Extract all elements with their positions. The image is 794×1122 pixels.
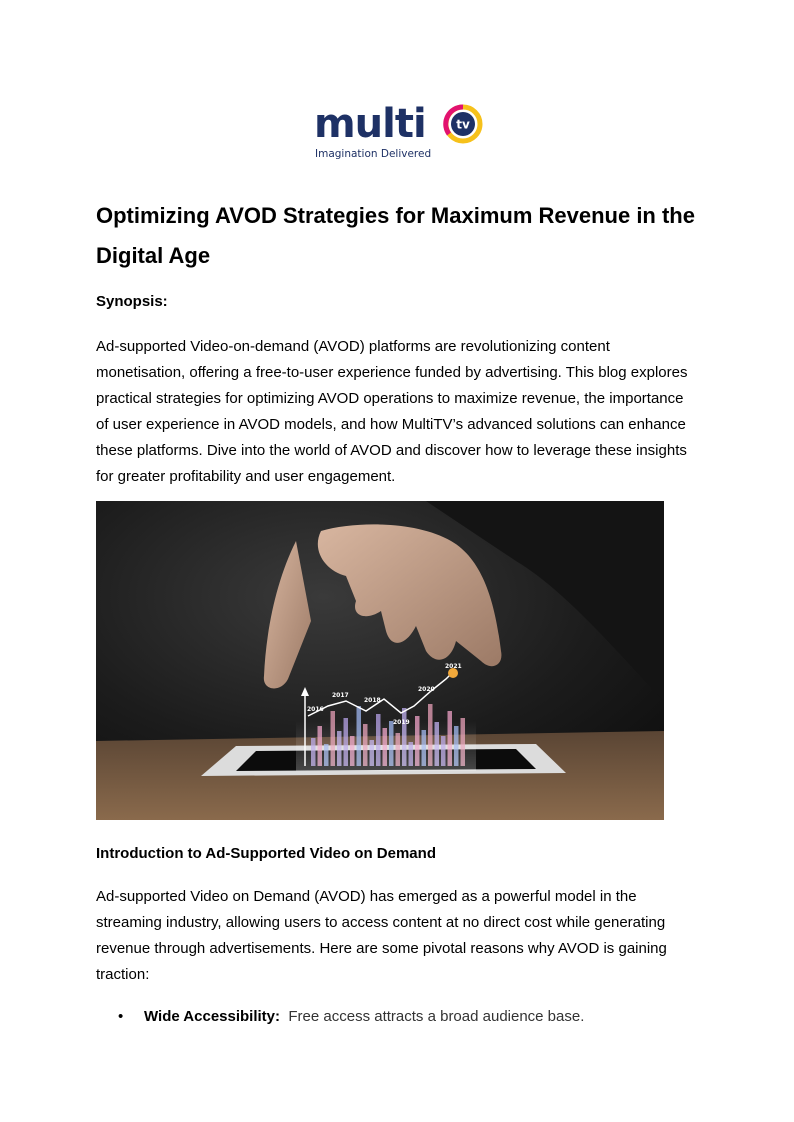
logo-tv-badge	[443, 104, 483, 144]
multitv-logo	[312, 100, 492, 164]
hero-image	[96, 501, 664, 820]
hologram-year-label: 2019	[393, 719, 410, 726]
reasons-list	[96, 1005, 584, 1029]
logo-tagline: Imagination Delivered	[315, 148, 432, 160]
bullet-icon: •	[118, 1008, 124, 1025]
hologram-year-label: 2021	[445, 663, 462, 670]
logo-wordmark: multi	[314, 101, 426, 147]
page-title: Optimizing AVOD Strategies for Maximum Revenue in the Digital Age	[96, 203, 695, 268]
bullet-description: Free access attracts a broad audience base.	[288, 1008, 585, 1025]
hologram-year-label: 2017	[332, 692, 349, 699]
hologram-year-label: 2020	[418, 686, 435, 693]
synopsis-heading: Synopsis:	[96, 293, 168, 310]
bullet-term: Wide Accessibility:	[144, 1008, 281, 1025]
logo-badge-text: tv	[456, 117, 470, 132]
list-item	[96, 1005, 584, 1029]
hero-illustration	[96, 501, 664, 820]
intro-paragraph: Ad-supported Video on Demand (AVOD) has emerged as a powerful model in the streaming industry, allowing users to access content at no direct cost while generating revenue through advertisements. Here are some pivotal reasons why AVOD is gaining traction:	[96, 888, 667, 983]
hologram-year-label: 2016	[307, 706, 324, 713]
hologram-year-label: 2018	[364, 697, 381, 704]
intro-heading: Introduction to Ad-Supported Video on Demand	[96, 845, 436, 862]
hologram-glow	[296, 721, 476, 771]
synopsis-paragraph: Ad-supported Video-on-demand (AVOD) platforms are revolutionizing content monetisation, offering a free-to-user experience funded by advertising. This blog explores practical strategies for optimizing AVOD operations to maximize revenue, the importance of user experience in AVOD models, and how MultiTV’s advanced solutions can enhance these platforms. Dive into the world of AVOD and discover how to leverage these insights for greater profitability and user engagement.	[96, 338, 688, 485]
